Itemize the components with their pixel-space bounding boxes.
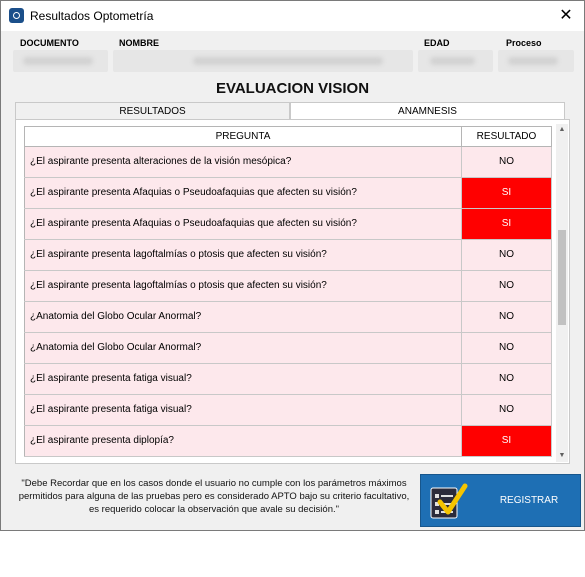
question-cell: ¿Anatomia del Globo Ocular Anormal? [24,333,461,363]
table-row[interactable] [24,333,552,364]
table-row[interactable] [24,240,552,271]
result-cell: SI [461,209,552,239]
header-resultado: RESULTADO [461,127,551,146]
title-bar [1,1,584,31]
checklist-icon [427,480,469,522]
question-cell: ¿El aspirante presenta Afaquias o Pseudoafaquias que afecten su visión? [24,209,461,239]
close-icon[interactable]: ✕ [559,7,573,24]
result-cell: NO [461,364,552,394]
tab-anamnesis[interactable]: ANAMNESIS [290,102,565,120]
table-row[interactable] [24,147,552,178]
question-cell: ¿Anatomia del Globo Ocular Anormal? [24,302,461,332]
question-cell: ¿El aspirante presenta fatiga visual? [24,364,461,394]
tab-resultados[interactable]: RESULTADOS [15,102,290,120]
patient-fields [1,31,584,79]
question-cell: ¿El aspirante presenta lagoftalmías o ptosis que afecten su visión? [24,240,461,270]
result-cell: NO [461,302,552,332]
question-cell: ¿El aspirante presenta lagoftalmías o ptosis que afecten su visión? [24,271,461,301]
vertical-scrollbar[interactable] [556,124,568,462]
window-title: Resultados Optometría [30,9,154,23]
table-row[interactable] [24,178,552,209]
page-title: EVALUACION VISION [215,80,370,97]
proceso-field [498,50,574,72]
table-row[interactable] [24,302,552,333]
grid-header [24,126,552,147]
result-cell: NO [461,395,552,425]
table-row[interactable] [24,364,552,395]
documento-field [13,50,108,72]
scroll-up-icon[interactable]: ▲ [558,126,566,133]
result-cell: NO [461,271,552,301]
question-cell: ¿El aspirante presenta alteraciones de la visión mesópica? [24,147,461,177]
proceso-label: Proceso [506,38,542,48]
results-grid [24,126,552,461]
result-cell: SI [461,178,552,208]
anamnesis-panel [15,119,570,464]
tab-bar [15,102,565,120]
nombre-label: NOMBRE [119,38,159,48]
result-cell: SI [461,426,552,456]
scroll-down-icon[interactable]: ▼ [558,452,566,459]
result-cell: NO [461,147,552,177]
edad-label: EDAD [424,38,450,48]
question-cell: ¿El aspirante presenta fatiga visual? [24,395,461,425]
register-concept-button[interactable] [420,474,581,557]
question-cell: ¿El aspirante presenta Afaquias o Pseudoafaquias que afecten su visión? [24,178,461,208]
table-row[interactable] [24,426,552,457]
result-cell: NO [461,240,552,270]
table-row[interactable] [24,209,552,240]
app-icon [9,8,24,23]
scroll-thumb[interactable] [558,230,566,325]
result-cell: NO [461,333,552,363]
edad-field [418,50,493,72]
table-row[interactable] [24,271,552,302]
nombre-field [113,50,413,72]
question-cell: ¿El aspirante presenta diplopía? [24,426,461,456]
table-row[interactable] [24,395,552,426]
register-concept-label: REGISTRAR CONCEPTO [499,495,559,557]
reminder-note: "Debe Recordar que en los casos donde el usuario no cumple con los parámetros máximos permitidos para alguna de las pruebas pero es considerado APTO bajo su criterio facultativo, es requerido colocar la observación que avale su decisión." [18,478,410,515]
header-pregunta: PREGUNTA [215,131,271,142]
documento-label: DOCUMENTO [20,38,79,48]
